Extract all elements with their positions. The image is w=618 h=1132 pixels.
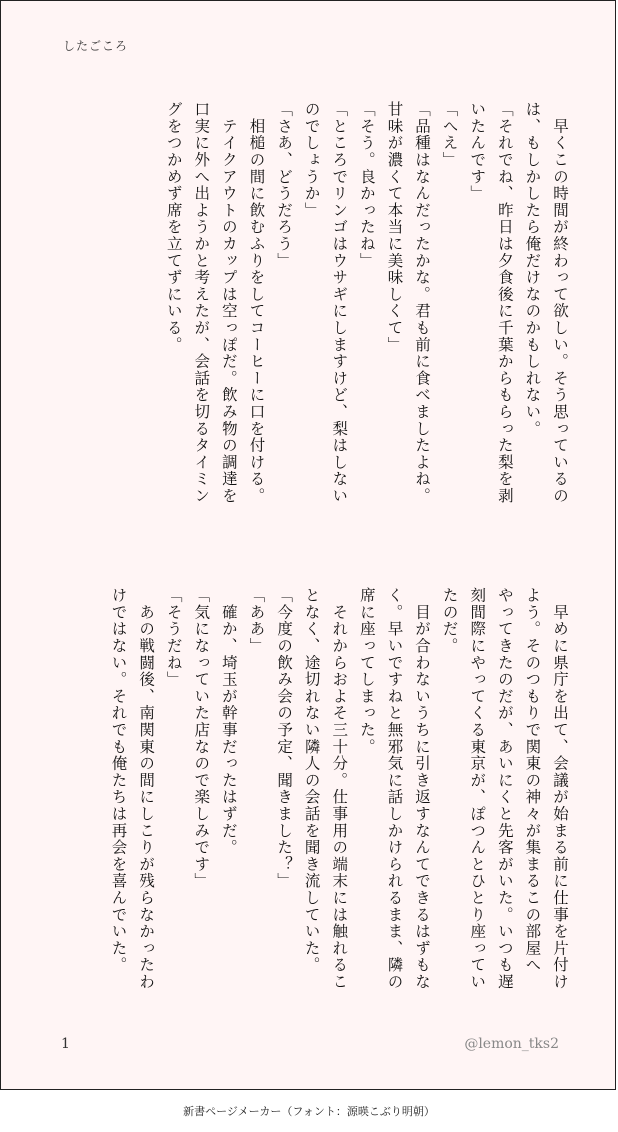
text-column: けではない。それでも俺たちは再会を喜んでいた。 [109, 587, 128, 974]
text-column: 「そうだね」 [164, 587, 183, 688]
text-column: は、もしかしたら俺だけなのかもしれない。 [523, 101, 542, 437]
text-column: 「気になっていた店なので楽しみです」 [192, 587, 211, 890]
text-column: 「ところでリンゴはウサギにしますけど、梨はしない [330, 101, 349, 505]
text-column: いたんです」 [468, 101, 487, 202]
text-column: 「今度の飲み会の予定、聞きました？」 [275, 587, 294, 890]
text-column: く。早いですねと無邪気に話しかけられるまま、隣の [385, 587, 404, 991]
text-column: やってきたのだが、あいにくと先客がいた。いつも遅 [495, 587, 514, 991]
text-column: 「品種はなんだったかな。君も前に食べましたよね。 [413, 101, 432, 505]
text-column: テイクアウトのカップは空っぽだ。飲み物の調達を [219, 101, 238, 505]
footer-caption: 新書ページメーカー（フォント：源暎こぶり明朝） [183, 1105, 435, 1118]
text-column: 早めに県庁を出て、会議が始まる前に仕事を片付け [551, 587, 569, 991]
text-column: グをつかめず席を立てずにいる。 [164, 101, 183, 353]
text-column: 甘味が濃くて本当に美味しくて」 [385, 101, 404, 353]
text-column: のでしょうか」 [302, 101, 321, 219]
text-column: 口実に外へ出ようかと考えたが、会話を切るタイミン [192, 101, 211, 505]
text-column: 「へえ」 [440, 101, 459, 169]
text-column: 相槌の間に飲むふりをしてコーヒーに口を付ける。 [247, 101, 266, 505]
page-title: したごころ [63, 39, 129, 53]
page-number: 1 [61, 1036, 70, 1052]
text-column: 「それでね、昨日は夕食後に千葉からもらった梨を剥 [495, 101, 514, 505]
text-column: よう。そのつもりで関東の神々が集まるこの部屋へ [523, 587, 542, 974]
text-column: 「さあ、どうだろう」 [275, 101, 294, 269]
text-column: 「そう。良かったね」 [357, 101, 376, 269]
text-column: 確か、埼玉が幹事だったはずだ。 [219, 587, 238, 856]
text-column: となく、途切れない隣人の会話を聞き流していた。 [302, 587, 321, 974]
text-column: 早くこの時間が終わって欲しい。そう思っているの [551, 101, 569, 505]
text-column: それからおよそ三十分。仕事用の端末には触れるこ [330, 587, 349, 991]
text-column: 目が合わないうちに引き返すなんてできるはずもな [413, 587, 432, 991]
text-column: 「ああ」 [247, 587, 266, 655]
upper-text-block [159, 101, 573, 531]
lower-text-block [104, 587, 573, 997]
text-column: 刻間際にやってくる東京が、ぽつんとひとり座ってい [468, 587, 487, 991]
text-column: たのだ。 [440, 587, 459, 655]
text-column: あの戦闘後、南関東の間にしこりが残らなかったわ [137, 587, 156, 991]
text-column: 席に座ってしまった。 [357, 587, 376, 755]
author-handle: @lemon_tks2 [464, 1036, 559, 1052]
